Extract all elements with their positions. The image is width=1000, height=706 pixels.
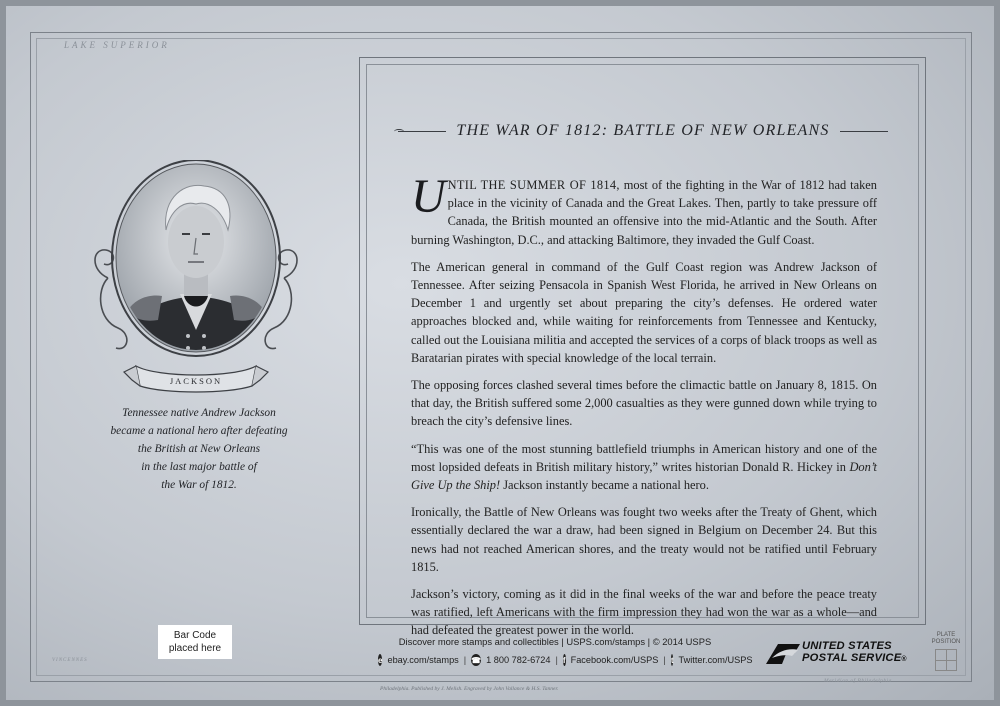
paragraph-4-text: “This was one of the most stunning battlefield triumphs in American history and one of the most lopsided defeats in British military history,” writes historian Donald R. Hickey in <box>411 441 877 474</box>
title-flourish-left <box>398 131 446 132</box>
ebay-link[interactable]: ebay.com/stamps <box>387 655 459 665</box>
map-bottom-right-credit: Meridian of Philadelphia <box>824 678 892 684</box>
plate-label-2: POSITION <box>931 639 961 645</box>
page-title: THE WAR OF 1812: BATTLE OF NEW ORLEANS <box>456 122 830 139</box>
plate-position <box>928 632 964 671</box>
map-bottom-left-label: VINCENNES <box>52 658 88 663</box>
ebay-icon: e <box>378 655 383 665</box>
article-body <box>411 170 877 649</box>
paragraph-1-text: most of the fighting in the War of 1812 had taken place in the vicinity of Canada and the Great Lakes. Then, partly to take pressure off Canada, the British mounted an offensive into the mid-Atlantic and the South. After burning Washington, D.C., and attacking Baltimore, they invaded the Gulf Coast. <box>411 178 877 247</box>
paragraph-5: Ironically, the Battle of New Orleans was fought two weeks after the Treaty of Ghent, which essentially declared the war a draw, had been signed in Belgium on December 24. But this news had not reached American shores, and the treaty would not be ratified until February 1815. <box>411 505 877 574</box>
usps-line2-text: POSTAL SERVICE <box>802 652 902 664</box>
title-flourish-right <box>840 131 888 132</box>
footer-info: Discover more stamps and collectibles | USPS.com/stamps | © 2014 USPS <box>398 636 712 647</box>
map-credit: Philadelphia. Published by J. Melish. Engraved by John Vallance & H.S. Tanner. <box>380 686 559 692</box>
twitter-link[interactable]: Twitter.com/USPS <box>678 655 753 665</box>
paragraph-6: Jackson’s victory, coming as it did in the final weeks of the war and before the peace treaty was ratified, left Americans with the firm impression they had won the war as a whole—and had defeated the greatest power in the world. <box>411 587 877 638</box>
caption-line: the British at New Orleans <box>137 443 261 455</box>
registered-mark: ® <box>901 656 907 663</box>
facebook-link[interactable]: Facebook.com/USPS <box>570 655 659 665</box>
footer-contacts: e ebay.com/stamps | ☎ 1 800 782-6724 | f Facebook.com/USPS | t Twitter.com/USPS <box>378 655 753 665</box>
twitter-icon: t <box>670 655 674 665</box>
lead-in: NTIL THE SUMMER OF 1814, <box>447 178 620 192</box>
usps-line2 <box>802 652 907 666</box>
paragraph-1 <box>411 170 877 249</box>
plate-grid-icon <box>935 649 957 671</box>
barcode-line1: Bar Code <box>173 630 217 641</box>
drop-cap: U <box>411 170 446 223</box>
caption-line: in the last major battle of <box>141 461 257 473</box>
facebook-icon: f <box>562 655 566 665</box>
title-row <box>398 122 888 140</box>
map-top-label: LAKE SUPERIOR <box>64 40 170 50</box>
usps-wordmark <box>802 640 907 666</box>
barcode-placeholder <box>158 625 232 659</box>
paragraph-2: The American general in command of the Gulf Coast region was Andrew Jackson of Tennessee. After seizing Pensacola in Spanish West Florida, he arrived in New Orleans on December 1 and urgently set about preparing the city’s defenses. He ordered water approaches blocked and, while waiting for reinforcements from Tennessee and Kentucky, called out the Louisiana militia and accepted the services of a corps of black troops as well as Baratarian pirates with special knowledge of the local terrain. <box>411 259 877 365</box>
caption-line: Tennessee native Andrew Jackson <box>122 407 276 419</box>
barcode-line2: placed here <box>168 643 222 654</box>
usps-line1: UNITED STATES <box>802 640 892 652</box>
paragraph-4-end: Jackson instantly became a national hero. <box>500 478 709 493</box>
book-title: Don’t Give Up the Ship! <box>411 459 877 493</box>
caption-line: became a national hero after defeating <box>110 425 288 437</box>
paragraph-4 <box>411 440 877 495</box>
jackson-portrait-cartouche <box>88 160 304 398</box>
portrait-caption <box>104 404 294 494</box>
plate-label-1: PLATE <box>936 632 956 638</box>
phone-number[interactable]: 1 800 782-6724 <box>486 655 551 665</box>
phone-icon: ☎ <box>471 655 482 665</box>
portrait-banner-label: JACKSON <box>169 376 223 386</box>
paragraph-3: The opposing forces clashed several times before the climactic battle on January 8, 1815. On that day, the British suffered some 2,000 casualties as they were gunned down while trying to breach the city’s defensive lines. <box>411 378 877 429</box>
caption-line: the War of 1812. <box>161 479 237 491</box>
